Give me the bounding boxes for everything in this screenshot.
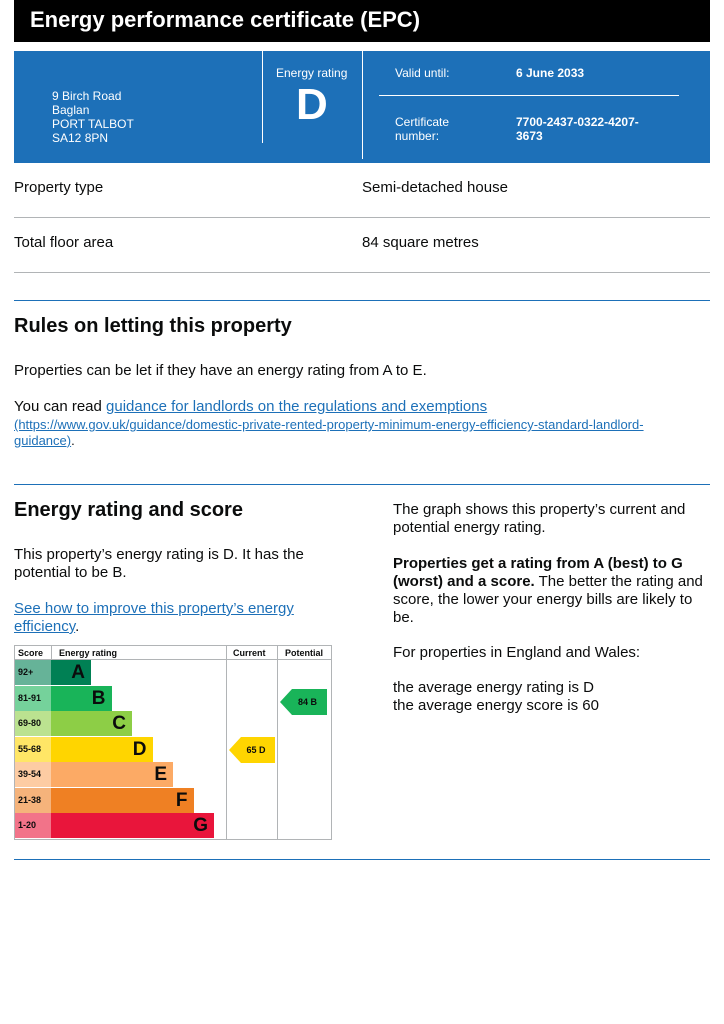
- address-line: PORT TALBOT: [52, 117, 134, 131]
- address-line: Baglan: [52, 103, 90, 117]
- rating-letter: G: [193, 815, 208, 836]
- region-note: For properties in England and Wales:: [393, 644, 641, 661]
- average-rating: the average energy rating is D: [393, 679, 594, 696]
- energy-rating-paragraph: This property’s energy rating is D. It has the potential to be B.: [14, 546, 304, 581]
- band-row-b: [15, 686, 226, 711]
- potential-rating-arrow-label: 84 B: [297, 696, 317, 707]
- energy-rating-label: Energy rating: [276, 66, 348, 80]
- divider: [379, 95, 679, 96]
- score-range: 92+: [15, 660, 51, 685]
- section-divider: [14, 300, 710, 301]
- rating-letter: A: [71, 662, 85, 683]
- section-divider: [14, 859, 710, 860]
- rating-explanation-rest: The better the rating and score, the lower your energy bills are likely to be.: [393, 573, 703, 626]
- property-type-value: Semi-detached house: [362, 179, 508, 196]
- band-row-a: [15, 660, 226, 685]
- potential-column-header: Potential: [285, 648, 324, 658]
- property-address: [52, 89, 134, 145]
- property-type-row: [14, 163, 710, 218]
- improve-efficiency-link[interactable]: See how to improve this property’s energy: [14, 600, 294, 617]
- score-column-header: Score: [18, 648, 44, 658]
- column-divider: [277, 646, 278, 839]
- energy-rating-chart: [14, 645, 332, 840]
- score-range: 81-91: [15, 686, 51, 711]
- divider: [262, 51, 263, 143]
- energy-rating-letter: D: [296, 80, 328, 129]
- certificate-label-line: Certificate: [395, 115, 450, 129]
- score-range: 1-20: [15, 813, 51, 838]
- band-row-e: [15, 762, 226, 787]
- rating-letter: F: [175, 789, 188, 811]
- rating-bar-b: [51, 686, 112, 711]
- band-row-c: [15, 711, 226, 736]
- url-suffix: .: [71, 433, 75, 448]
- rating-bar-g: [51, 813, 214, 838]
- score-range: 69-80: [15, 711, 51, 736]
- address-line: 9 Birch Road: [52, 89, 122, 103]
- improve-suffix: .: [75, 618, 80, 635]
- improve-paragraph: [14, 600, 334, 636]
- letting-heading: Rules on letting this property: [14, 315, 292, 337]
- score-range: 55-68: [15, 737, 51, 762]
- guidance-url-link[interactable]: (https://www.gov.uk/guidance/domestic-private-rented-property-minimum-energy-efficiency-standard-landlord-: [14, 417, 644, 432]
- landlord-guidance-link[interactable]: guidance for landlords on the regulations and exemptions: [106, 398, 488, 415]
- rating-bar-d: [51, 737, 153, 762]
- address-line: SA12 8PN: [52, 131, 109, 145]
- score-range: 21-38: [15, 788, 51, 813]
- potential-rating-arrow: [280, 689, 327, 715]
- rating-bar-a: [51, 660, 91, 685]
- rating-bar-e: [51, 762, 173, 787]
- column-divider: [51, 646, 52, 659]
- band-row-d: [15, 737, 226, 762]
- rating-bar-c: [51, 711, 132, 736]
- guidance-url-link-end[interactable]: guidance): [14, 433, 72, 448]
- floor-area-row: [14, 218, 710, 273]
- current-column-header: Current: [233, 648, 266, 658]
- score-range: 39-54: [15, 762, 51, 787]
- band-row-f: [15, 788, 226, 813]
- valid-until-label: Valid until:: [395, 66, 450, 80]
- guidance-prefix: You can read: [14, 398, 107, 415]
- certificate-summary: [14, 51, 710, 163]
- current-rating-arrow-label: 65 D: [246, 745, 266, 756]
- rating-letter: B: [91, 687, 106, 709]
- band-row-g: [15, 813, 226, 838]
- improve-efficiency-link-end[interactable]: efficiency: [14, 618, 76, 635]
- rating-bar-f: [51, 788, 194, 813]
- rating-letter: C: [112, 713, 126, 734]
- section-divider: [14, 484, 710, 485]
- rating-letter: D: [132, 738, 147, 760]
- rating-explanation: [393, 555, 703, 627]
- property-type-label: Property type: [14, 179, 104, 196]
- graph-explanation: The graph shows this property’s current and potential energy rating.: [393, 501, 686, 536]
- rating-letter: E: [154, 764, 167, 785]
- certificate-number-line: 3673: [516, 129, 543, 143]
- floor-area-value: 84 square metres: [362, 234, 479, 251]
- rating-column-header: Energy rating: [59, 648, 118, 658]
- average-score: the average energy score is 60: [393, 697, 599, 714]
- current-rating-arrow: [229, 737, 275, 763]
- certificate-number-value: [516, 115, 639, 143]
- column-divider: [226, 646, 227, 839]
- certificate-number-label: [395, 115, 449, 143]
- guidance-url: [14, 417, 704, 449]
- floor-area-label: Total floor area: [14, 234, 114, 251]
- letting-paragraph: Properties can be let if they have an energy rating from A to E.: [14, 362, 427, 379]
- certificate-label-line: number:: [395, 129, 440, 143]
- letting-guidance-paragraph: [14, 398, 704, 449]
- valid-until-value: 6 June 2033: [516, 66, 585, 80]
- energy-rating-heading: Energy rating and score: [14, 499, 243, 521]
- page-title: Energy performance certificate (EPC): [30, 7, 421, 32]
- certificate-number-line: 7700-2437-0322-4207-: [516, 115, 639, 129]
- page-title-bar: [14, 0, 710, 42]
- rating-explanation-bold: Properties get a rating from A (best) to G (worst) and a score.: [393, 555, 683, 590]
- divider: [362, 51, 363, 159]
